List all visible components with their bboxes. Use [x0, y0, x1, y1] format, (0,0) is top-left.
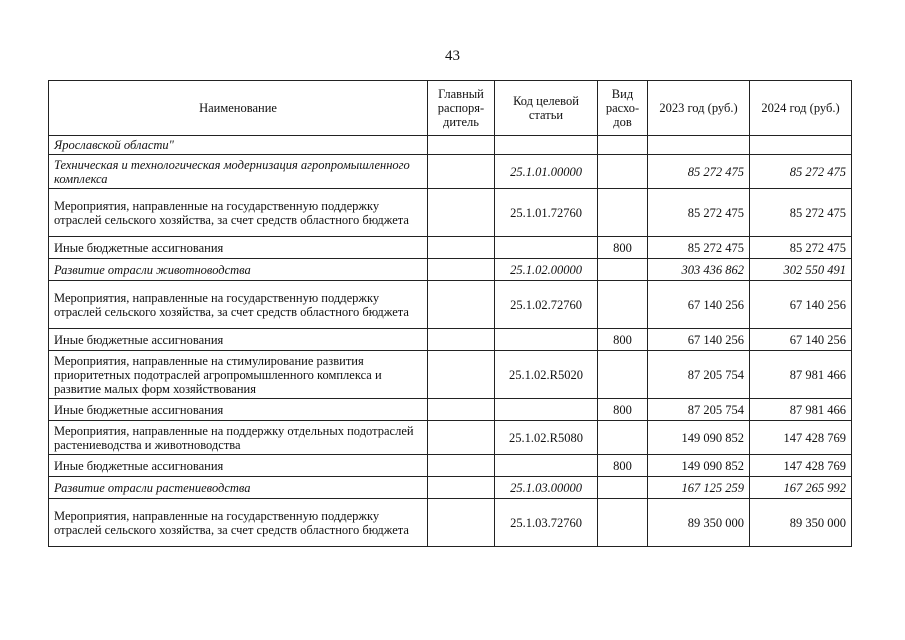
cell-2024: 85 272 475: [750, 189, 852, 237]
cell-2024: 87 981 466: [750, 351, 852, 399]
cell-code: 25.1.03.72760: [495, 499, 598, 547]
cell-code: [495, 455, 598, 477]
cell-name: Иные бюджетные ассигнования: [49, 329, 428, 351]
table-row: [49, 281, 852, 329]
cell-manager: [428, 281, 495, 329]
cell-2023: 303 436 862: [648, 259, 750, 281]
cell-type: [598, 155, 648, 189]
header-type: Вид расхо-дов: [598, 81, 648, 136]
table-row: [49, 455, 852, 477]
cell-manager: [428, 237, 495, 259]
cell-2024: 85 272 475: [750, 237, 852, 259]
cell-2023: 87 205 754: [648, 351, 750, 399]
cell-2023: 85 272 475: [648, 155, 750, 189]
cell-2024: 147 428 769: [750, 421, 852, 455]
cell-manager: [428, 477, 495, 499]
cell-2023: 149 090 852: [648, 421, 750, 455]
cell-manager: [428, 455, 495, 477]
cell-2023: 85 272 475: [648, 189, 750, 237]
cell-name: Иные бюджетные ассигнования: [49, 455, 428, 477]
cell-type: 800: [598, 329, 648, 351]
cell-2024: 87 981 466: [750, 399, 852, 421]
table-row: [49, 259, 852, 281]
table-row: [49, 351, 852, 399]
table-row: [49, 237, 852, 259]
cell-code: 25.1.03.00000: [495, 477, 598, 499]
cell-2023: 85 272 475: [648, 237, 750, 259]
cell-code: 25.1.02.72760: [495, 281, 598, 329]
cell-2024: 85 272 475: [750, 155, 852, 189]
cell-2023: 89 350 000: [648, 499, 750, 547]
cell-name: Иные бюджетные ассигнования: [49, 399, 428, 421]
cell-name: Развитие отрасли животноводства: [49, 259, 428, 281]
cell-name: Мероприятия, направленные на государственную поддержку отраслей сельского хозяйства, за счет средств областного бюджета: [49, 189, 428, 237]
cell-type: 800: [598, 399, 648, 421]
page-number: 43: [445, 48, 460, 64]
cell-2024: 302 550 491: [750, 259, 852, 281]
cell-manager: [428, 155, 495, 189]
cell-manager: [428, 136, 495, 155]
cell-name: Развитие отрасли растениеводства: [49, 477, 428, 499]
cell-name: Техническая и технологическая модернизация агропромышленного комплекса: [49, 155, 428, 189]
header-name: Наименование: [49, 81, 428, 136]
cell-2024: 67 140 256: [750, 281, 852, 329]
cell-type: [598, 351, 648, 399]
cell-name: Ярославской области": [49, 136, 428, 155]
cell-manager: [428, 189, 495, 237]
table-header-row: [49, 81, 852, 136]
cell-type: 800: [598, 237, 648, 259]
cell-manager: [428, 329, 495, 351]
table-row: [49, 189, 852, 237]
table-row: [49, 329, 852, 351]
cell-manager: [428, 259, 495, 281]
cell-type: [598, 189, 648, 237]
cell-2024: 67 140 256: [750, 329, 852, 351]
cell-manager: [428, 399, 495, 421]
cell-2024: 89 350 000: [750, 499, 852, 547]
table-row: [49, 136, 852, 155]
cell-code: 25.1.02.R5020: [495, 351, 598, 399]
cell-type: [598, 259, 648, 281]
cell-type: [598, 281, 648, 329]
header-2023: 2023 год (руб.): [648, 81, 750, 136]
cell-code: 25.1.01.72760: [495, 189, 598, 237]
cell-manager: [428, 499, 495, 547]
cell-2023: 87 205 754: [648, 399, 750, 421]
cell-manager: [428, 421, 495, 455]
cell-type: [598, 499, 648, 547]
cell-2023: 149 090 852: [648, 455, 750, 477]
cell-2024: 167 265 992: [750, 477, 852, 499]
cell-code: 25.1.02.00000: [495, 259, 598, 281]
cell-name: Мероприятия, направленные на поддержку отдельных подотраслей растениеводства и животноводства: [49, 421, 428, 455]
table-row: [49, 499, 852, 547]
cell-code: [495, 329, 598, 351]
table-row: [49, 399, 852, 421]
cell-type: [598, 421, 648, 455]
table-row: [49, 421, 852, 455]
cell-manager: [428, 351, 495, 399]
cell-2023: [648, 136, 750, 155]
cell-name: Мероприятия, направленные на стимулирование развития приоритетных подотраслей агропромышленного комплекса и развитие малых форм хозяйствования: [49, 351, 428, 399]
cell-code: [495, 237, 598, 259]
cell-2023: 67 140 256: [648, 281, 750, 329]
cell-2023: 167 125 259: [648, 477, 750, 499]
cell-type: 800: [598, 455, 648, 477]
cell-type: [598, 477, 648, 499]
cell-name: Мероприятия, направленные на государственную поддержку отраслей сельского хозяйства, за счет средств областного бюджета: [49, 499, 428, 547]
cell-name: Мероприятия, направленные на государственную поддержку отраслей сельского хозяйства, за счет средств областного бюджета: [49, 281, 428, 329]
cell-2023: 67 140 256: [648, 329, 750, 351]
header-2024: 2024 год (руб.): [750, 81, 852, 136]
header-manager: Главный распоря-дитель: [428, 81, 495, 136]
header-code: Код целевой статьи: [495, 81, 598, 136]
cell-name: Иные бюджетные ассигнования: [49, 237, 428, 259]
cell-type: [598, 136, 648, 155]
budget-table: [48, 80, 852, 547]
cell-code: 25.1.02.R5080: [495, 421, 598, 455]
cell-2024: 147 428 769: [750, 455, 852, 477]
cell-code: [495, 136, 598, 155]
cell-code: [495, 399, 598, 421]
cell-code: 25.1.01.00000: [495, 155, 598, 189]
table-row: [49, 155, 852, 189]
cell-2024: [750, 136, 852, 155]
table-row: [49, 477, 852, 499]
